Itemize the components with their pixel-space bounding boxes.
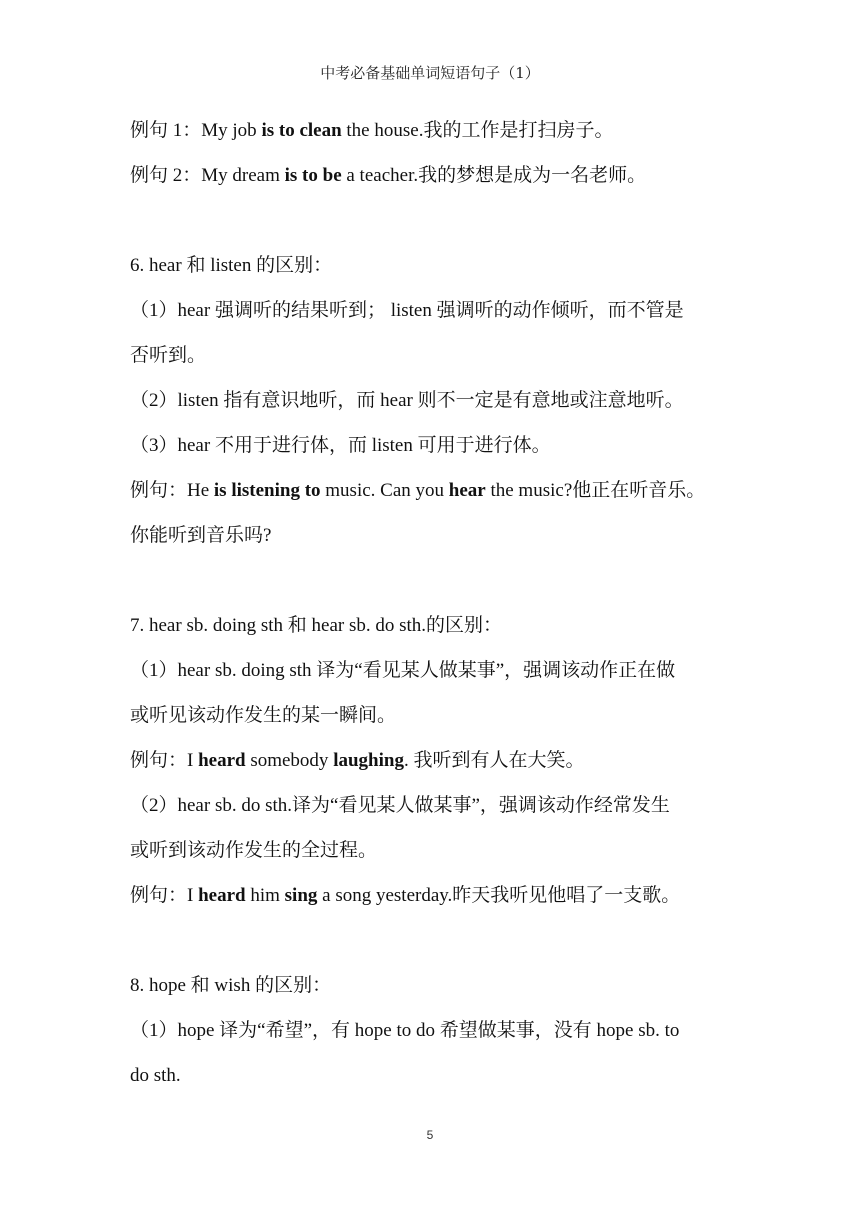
text-segment: （2）hear sb. do sth.译为“看见某人做某事”，强调该动作经常发生 <box>130 795 670 816</box>
blank-line <box>130 558 735 603</box>
text-segment: the house.我的工作是打扫房子。 <box>341 120 614 141</box>
text-segment: 或听见该动作发生的某一瞬间。 <box>130 705 397 726</box>
text-segment: music. Can you <box>320 480 449 501</box>
text-segment: 你能听到音乐吗? <box>130 525 272 546</box>
text-line <box>130 603 735 648</box>
text-line <box>130 873 735 918</box>
text-line <box>130 288 735 333</box>
text-line <box>130 648 735 693</box>
text-line <box>130 468 735 513</box>
bold-phrase: is to clean <box>261 120 342 141</box>
bold-phrase: sing <box>284 885 318 906</box>
text-segment: somebody <box>245 750 334 771</box>
text-segment: a teacher.我的梦想是成为一名老师。 <box>341 165 647 186</box>
text-segment: 例句：I <box>130 750 199 771</box>
bold-phrase: is to be <box>284 165 342 186</box>
text-segment: 例句：I <box>130 885 199 906</box>
text-segment: （1）hope 译为“希望”，有 hope to do 希望做某事，没有 hope sb. to <box>130 1020 680 1041</box>
text-line <box>130 243 735 288</box>
page-number: 5 <box>426 1128 434 1142</box>
text-line <box>130 333 735 378</box>
text-segment: 例句 2：My dream <box>130 165 285 186</box>
bold-phrase: hear <box>448 480 486 501</box>
text-segment: the music?他正在听音乐。 <box>485 480 706 501</box>
text-segment: him <box>245 885 285 906</box>
page-header: 中考必备基础单词短语句子（1） <box>320 64 540 82</box>
text-line <box>130 378 735 423</box>
text-segment: 8. hope 和 wish 的区别： <box>130 975 332 996</box>
bold-phrase: heard <box>198 750 246 771</box>
text-segment: a song yesterday.昨天我听见他唱了一支歌。 <box>317 885 681 906</box>
text-line <box>130 738 735 783</box>
bold-phrase: is listening to <box>213 480 321 501</box>
document-body <box>130 108 735 1098</box>
text-segment: （3）hear 不用于进行体，而 listen 可用于进行体。 <box>130 435 551 456</box>
text-line <box>130 108 735 153</box>
text-segment: 或听到该动作发生的全过程。 <box>130 840 378 861</box>
blank-line <box>130 918 735 963</box>
text-segment: 7. hear sb. doing sth 和 hear sb. do sth.的区别： <box>130 615 503 636</box>
text-line <box>130 963 735 1008</box>
text-segment: . 我听到有人在大笑。 <box>403 750 585 771</box>
text-line <box>130 513 735 558</box>
text-segment: 例句 1：My job <box>130 120 262 141</box>
text-line <box>130 693 735 738</box>
text-line <box>130 153 735 198</box>
text-segment: 否听到。 <box>130 345 207 366</box>
text-segment: 6. hear 和 listen 的区别： <box>130 255 333 276</box>
text-segment: do sth. <box>130 1065 181 1086</box>
bold-phrase: laughing <box>333 750 404 771</box>
text-segment: 例句：He <box>130 480 214 501</box>
text-segment: （1）hear sb. doing sth 译为“看见某人做某事”，强调该动作正在做 <box>130 660 676 681</box>
text-segment: （1）hear 强调听的结果听到； listen 强调听的动作倾听，而不管是 <box>130 300 684 321</box>
bold-phrase: heard <box>198 885 246 906</box>
text-line <box>130 423 735 468</box>
text-segment: （2）listen 指有意识地听，而 hear 则不一定是有意地或注意地听。 <box>130 390 684 411</box>
blank-line <box>130 198 735 243</box>
text-line <box>130 1008 735 1053</box>
text-line <box>130 783 735 828</box>
text-line <box>130 828 735 873</box>
text-line <box>130 1053 735 1098</box>
